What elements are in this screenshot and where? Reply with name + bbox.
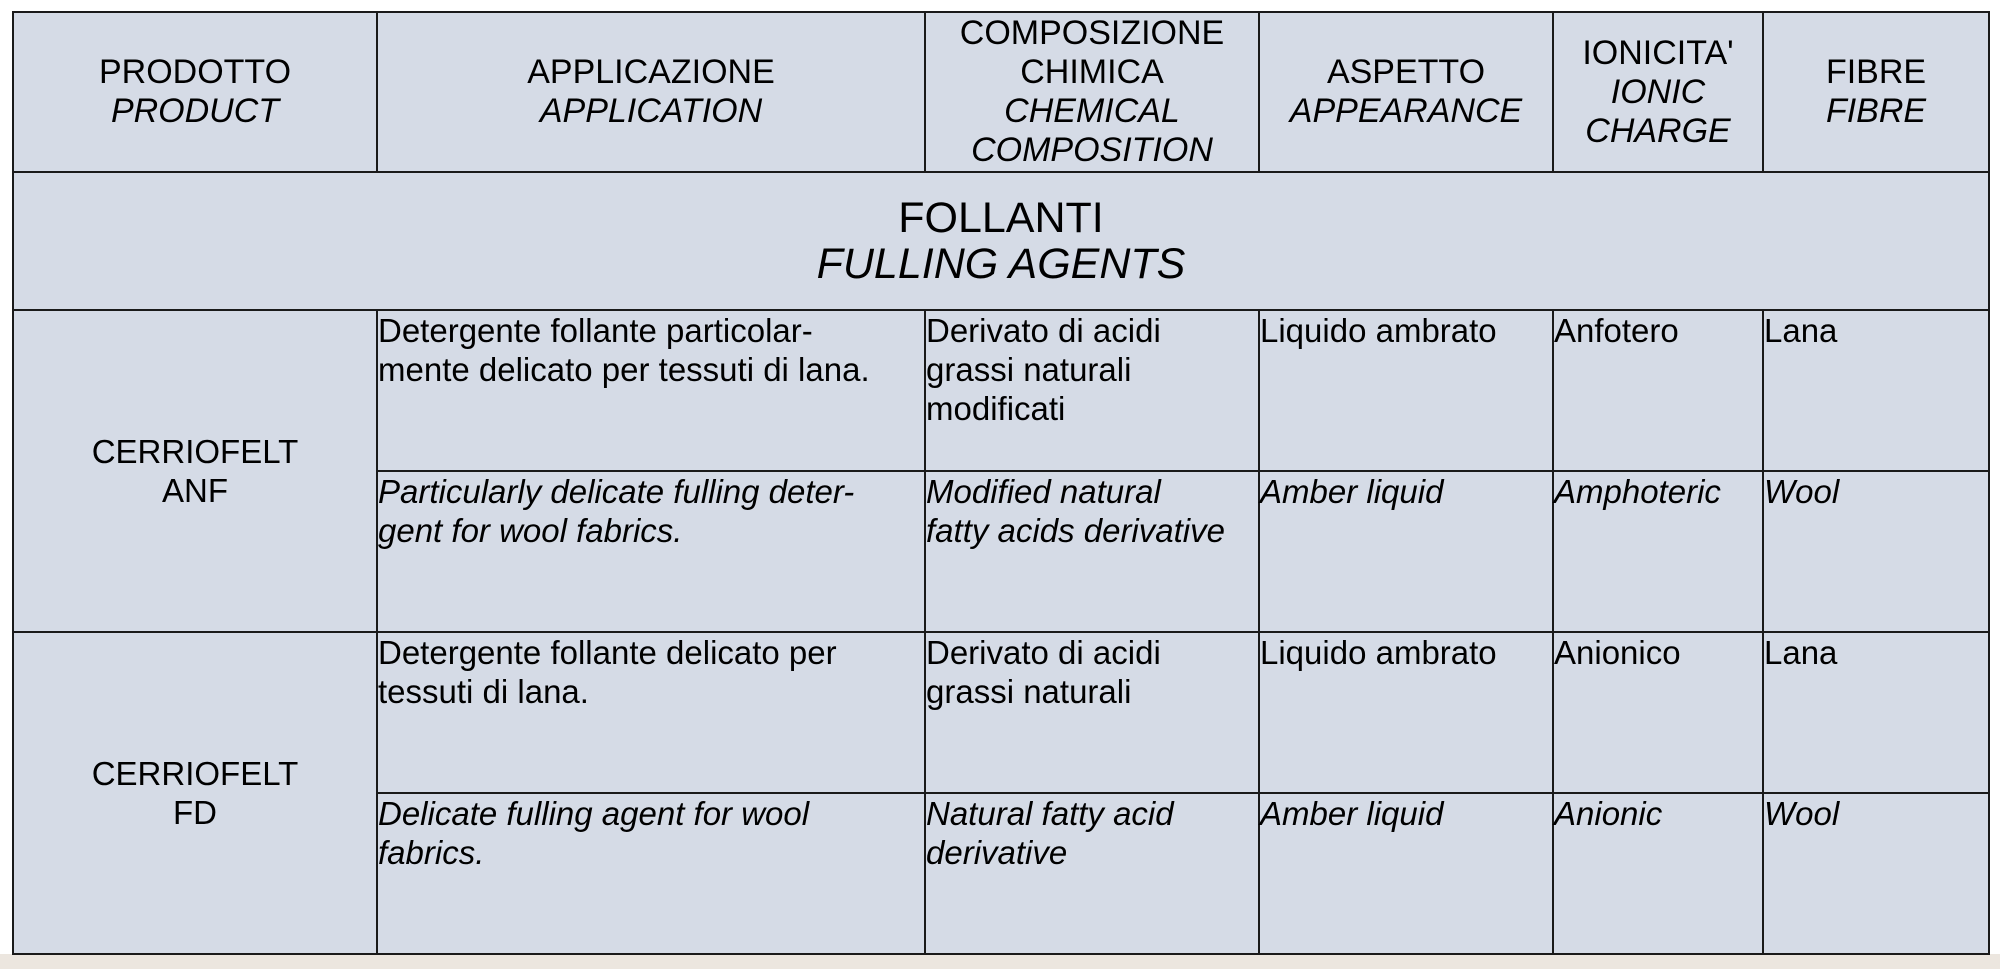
composition-cell: Natural fatty acid derivative (925, 793, 1259, 954)
ionic-charge-cell: Anionico (1553, 632, 1763, 793)
page-bottom-strip (0, 954, 2000, 969)
product-row-italian (13, 632, 1989, 793)
section-title: FOLLANTI FULLING AGENTS (13, 172, 1989, 310)
composition-cell: Modified natural fatty acids derivative (925, 471, 1259, 632)
fibre-cell: Lana (1763, 310, 1989, 471)
header-appearance: ASPETTO APPEARANCE (1259, 12, 1553, 172)
ionic-charge-cell: Anionic (1553, 793, 1763, 954)
appearance-cell: Amber liquid (1259, 793, 1553, 954)
appearance-cell: Amber liquid (1259, 471, 1553, 632)
fibre-cell: Lana (1763, 632, 1989, 793)
ionic-charge-cell: Amphoteric (1553, 471, 1763, 632)
fibre-cell: Wool (1763, 793, 1989, 954)
ionic-charge-cell: Anfotero (1553, 310, 1763, 471)
header-ionic-charge: IONICITA' IONIC CHARGE (1553, 12, 1763, 172)
composition-cell: Derivato di acidi grassi naturali modificati (925, 310, 1259, 471)
appearance-cell: Liquido ambrato (1259, 310, 1553, 471)
header-composition: COMPOSIZIONE CHIMICA CHEMICAL COMPOSITION (925, 12, 1259, 172)
product-name: CERRIOFELT FD (13, 632, 377, 954)
application-cell: Delicate fulling agent for wool fabrics. (377, 793, 925, 954)
header-fibre: FIBRE FIBRE (1763, 12, 1989, 172)
product-name: CERRIOFELT ANF (13, 310, 377, 632)
appearance-cell: Liquido ambrato (1259, 632, 1553, 793)
product-spec-table (12, 11, 1990, 955)
header-row (13, 12, 1989, 172)
product-row-italian (13, 310, 1989, 471)
header-application: APPLICAZIONE APPLICATION (377, 12, 925, 172)
composition-cell: Derivato di acidi grassi naturali (925, 632, 1259, 793)
fibre-cell: Wool (1763, 471, 1989, 632)
header-product: PRODOTTO PRODUCT (13, 12, 377, 172)
application-cell: Detergente follante delicato per tessuti di lana. (377, 632, 925, 793)
section-row (13, 172, 1989, 310)
application-cell: Detergente follante particolar- mente delicato per tessuti di lana. (377, 310, 925, 471)
application-cell: Particularly delicate fulling deter- gent for wool fabrics. (377, 471, 925, 632)
